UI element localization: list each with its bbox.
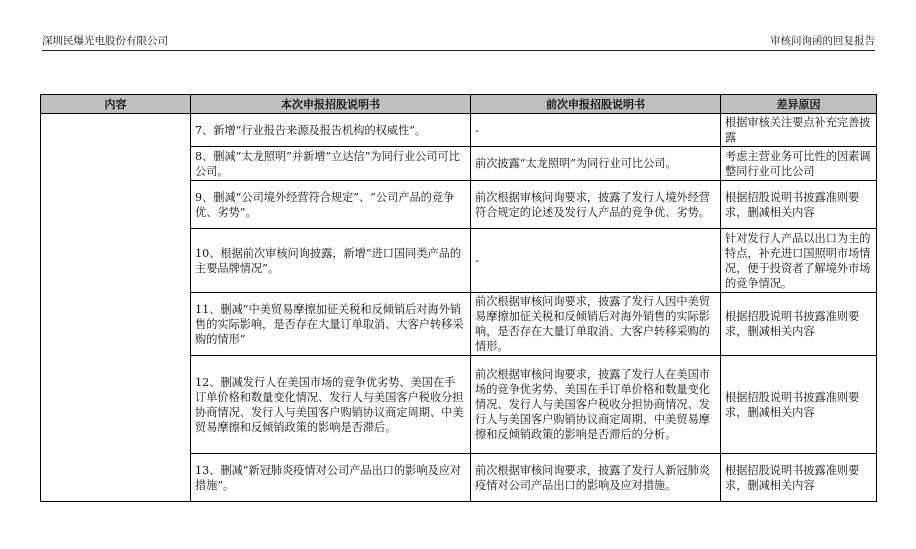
- previous-cell: 前次根据审核问询要求，披露了发行人在美国市场的竞争优劣势、美国在手订单价格和数量变化情况、发行人与美国客户税收分担协商情况、发行人与美国客户购销协议商定周期、中美贸易摩擦和反倾销政策的影响是否滞后的分析。: [471, 356, 721, 454]
- previous-cell: 前次根据审核问询要求，披露了发行人因中美贸易摩擦加征关税和反倾销后对海外销售的实际影响，是否存在大量订单取消、大客户转移采购的情形。: [471, 293, 721, 356]
- company-name: 深圳民爆光电股份有限公司: [42, 35, 168, 47]
- reason-cell: 根据审核关注要点补充完善披露: [721, 114, 877, 147]
- col-header-current: 本次申报招股说明书: [191, 95, 471, 114]
- document-title: 审核问询函的回复报告: [770, 35, 875, 47]
- reason-cell: 考虑主营业务可比性的因素调整同行业可比公司: [721, 147, 877, 181]
- current-cell: 9、删减“公司境外经营符合规定”、“公司产品的竞争优、劣势”。: [191, 181, 471, 229]
- current-cell: 13、删减“新冠肺炎疫情对公司产品出口的影响及应对措施”。: [191, 454, 471, 502]
- col-header-previous: 前次申报招股说明书: [471, 95, 721, 114]
- col-header-reason: 差异原因: [721, 95, 877, 114]
- previous-cell: 前次披露“太龙照明”为同行业可比公司。: [471, 147, 721, 181]
- reason-cell: 针对发行人产品以出口为主的特点，补充进口国照明市场情况，便于投资者了解境外市场的竞争情况。: [721, 229, 877, 293]
- table-header-row: [41, 95, 877, 114]
- reason-cell: 根据招股说明书披露准则要求，删减相关内容: [721, 356, 877, 454]
- reason-cell: 根据招股说明书披露准则要求，删减相关内容: [721, 181, 877, 229]
- previous-cell: -: [471, 229, 721, 293]
- comparison-table: [40, 94, 877, 502]
- table-row: [41, 114, 877, 147]
- previous-cell: -: [471, 114, 721, 147]
- current-cell: 11、删减“中美贸易摩擦加征关税和反倾销后对海外销售的实际影响，是否存在大量订单取消、大客户转移采购的情形”: [191, 293, 471, 356]
- col-header-content: 内容: [41, 95, 191, 114]
- page-header: [42, 34, 875, 51]
- current-cell: 10、根据前次审核问询披露，新增“进口国同类产品的主要品牌情况”。: [191, 229, 471, 293]
- content-cell: [41, 114, 191, 502]
- previous-cell: 前次根据审核问询要求，披露了发行人境外经营符合规定的论述及发行人产品的竞争优、劣势。: [471, 181, 721, 229]
- current-cell: 8、删减“太龙照明”并新增“立达信”为同行业公司可比公司。: [191, 147, 471, 181]
- previous-cell: 前次根据审核问询要求，披露了发行人新冠肺炎疫情对公司产品出口的影响及应对措施。: [471, 454, 721, 502]
- current-cell: 12、删减发行人在美国市场的竞争优劣势、美国在手订单价格和数量变化情况、发行人与美国客户税收分担协商情况、发行人与美国客户购销协议商定周期、中美贸易摩擦和反倾销政策的影响是否滞后。: [191, 356, 471, 454]
- reason-cell: 根据招股说明书披露准则要求，删减相关内容: [721, 293, 877, 356]
- current-cell: 7、新增“行业报告来源及报告机构的权威性”。: [191, 114, 471, 147]
- reason-cell: 根据招股说明书披露准则要求，删减相关内容: [721, 454, 877, 502]
